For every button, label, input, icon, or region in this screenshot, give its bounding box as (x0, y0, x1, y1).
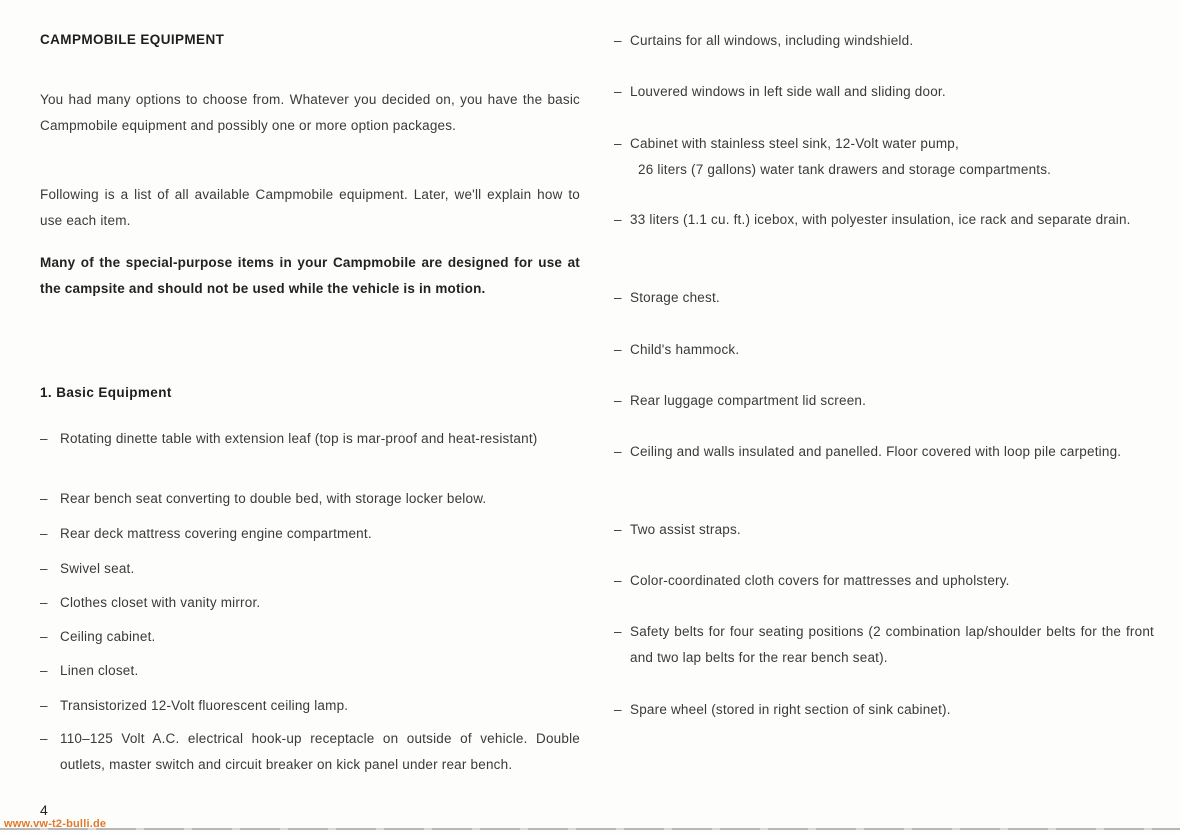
warning-paragraph: Many of the special-purpose items in your Campmobile are designed for use at the campsite and should not be used while the vehicle is in motion. (40, 255, 580, 296)
list-item (40, 693, 580, 719)
list-item (40, 658, 580, 684)
list-dash: – (40, 595, 48, 610)
list-dash: – (40, 526, 48, 541)
list-dash: – (40, 561, 48, 576)
list-dash: – (614, 212, 622, 227)
list-dash: – (40, 491, 48, 506)
list-item (40, 521, 580, 547)
list-item-text: Storage chest. (630, 290, 720, 305)
list-item (40, 426, 580, 452)
list-item-text: Rear luggage compartment lid screen. (630, 393, 867, 408)
list-dash: – (614, 342, 622, 357)
list-dash: – (40, 431, 48, 446)
list-dash: – (614, 444, 622, 459)
list-dash: – (614, 84, 622, 99)
list-item (614, 619, 1154, 671)
watermark-link[interactable]: www.vw-t2-bulli.de (4, 818, 107, 830)
list-item (40, 556, 580, 582)
list-item (614, 28, 1154, 54)
list-item (614, 697, 1154, 723)
list-item-text: Safety belts for four seating positions (2 combination lap/shoulder belts for the front and two lap belts for the rear bench seat). (630, 624, 1154, 665)
list-item (40, 590, 580, 616)
list-item-text: Transistorized 12-Volt fluorescent ceiling lamp. (60, 698, 349, 713)
list-item-text: 110–125 Volt A.C. electrical hook-up receptacle on outside of vehicle. Double outlets, master switch and circuit breaker on kick panel under rear bench. (60, 731, 580, 772)
list-item (40, 486, 580, 512)
list-item (614, 439, 1154, 465)
section-title: 1. Basic Equipment (40, 385, 172, 400)
list-item (40, 624, 580, 650)
list-dash: – (614, 624, 622, 639)
intro-paragraph: You had many options to choose from. Whatever you decided on, you have the basic Campmobile equipment and possibly one or more option packages. (40, 92, 580, 133)
list-dash: – (614, 393, 622, 408)
list-item-text: Linen closet. (60, 663, 139, 678)
list-dash: – (614, 290, 622, 305)
list-dash: – (40, 698, 48, 713)
list-item (614, 285, 1154, 311)
list-item (40, 726, 580, 778)
list-item-continuation (614, 157, 1154, 183)
list-dash: – (614, 573, 622, 588)
list-item-text: Clothes closet with vanity mirror. (60, 595, 261, 610)
list-item-text: Spare wheel (stored in right section of sink cabinet). (630, 702, 951, 717)
list-item-text: Curtains for all windows, including windshield. (630, 33, 914, 48)
list-item-text: Swivel seat. (60, 561, 135, 576)
list-item (614, 388, 1154, 414)
list-item-text: Rear deck mattress covering engine compartment. (60, 526, 372, 541)
list-dash: – (614, 702, 622, 717)
list-item-text: Color-coordinated cloth covers for mattresses and upholstery. (630, 573, 1010, 588)
list-item-text: Child's hammock. (630, 342, 740, 357)
list-intro-paragraph: Following is a list of all available Campmobile equipment. Later, we'll explain how to use each item. (40, 187, 580, 228)
list-item-text: Ceiling cabinet. (60, 629, 156, 644)
list-item (614, 568, 1154, 594)
list-item (614, 337, 1154, 363)
list-dash: – (40, 663, 48, 678)
list-item-text: Rear bench seat converting to double bed, with storage locker below. (60, 491, 487, 506)
list-item (614, 79, 1154, 105)
page-title: CAMPMOBILE EQUIPMENT (40, 32, 225, 47)
page-number: 4 (40, 802, 48, 818)
list-item-text: Cabinet with stainless steel sink, 12-Volt water pump, (630, 136, 959, 151)
list-item-text: 26 liters (7 gallons) water tank drawers and storage compartments. (638, 162, 1052, 177)
list-item (614, 517, 1154, 543)
list-item-text: Louvered windows in left side wall and sliding door. (630, 84, 946, 99)
list-dash: – (614, 136, 622, 151)
footer-divider (0, 828, 1180, 830)
list-item-text: Ceiling and walls insulated and panelled. Floor covered with loop pile carpeting. (630, 444, 1122, 459)
list-dash: – (40, 731, 48, 746)
list-item-text: Two assist straps. (630, 522, 741, 537)
list-item-text: 33 liters (1.1 cu. ft.) icebox, with polyester insulation, ice rack and separate drain. (630, 212, 1131, 227)
list-dash: – (40, 629, 48, 644)
list-dash: – (614, 33, 622, 48)
list-dash: – (614, 522, 622, 537)
list-item (614, 207, 1154, 233)
list-item (614, 131, 1154, 157)
list-item-text: Rotating dinette table with extension leaf (top is mar-proof and heat-resistant) (60, 431, 538, 446)
